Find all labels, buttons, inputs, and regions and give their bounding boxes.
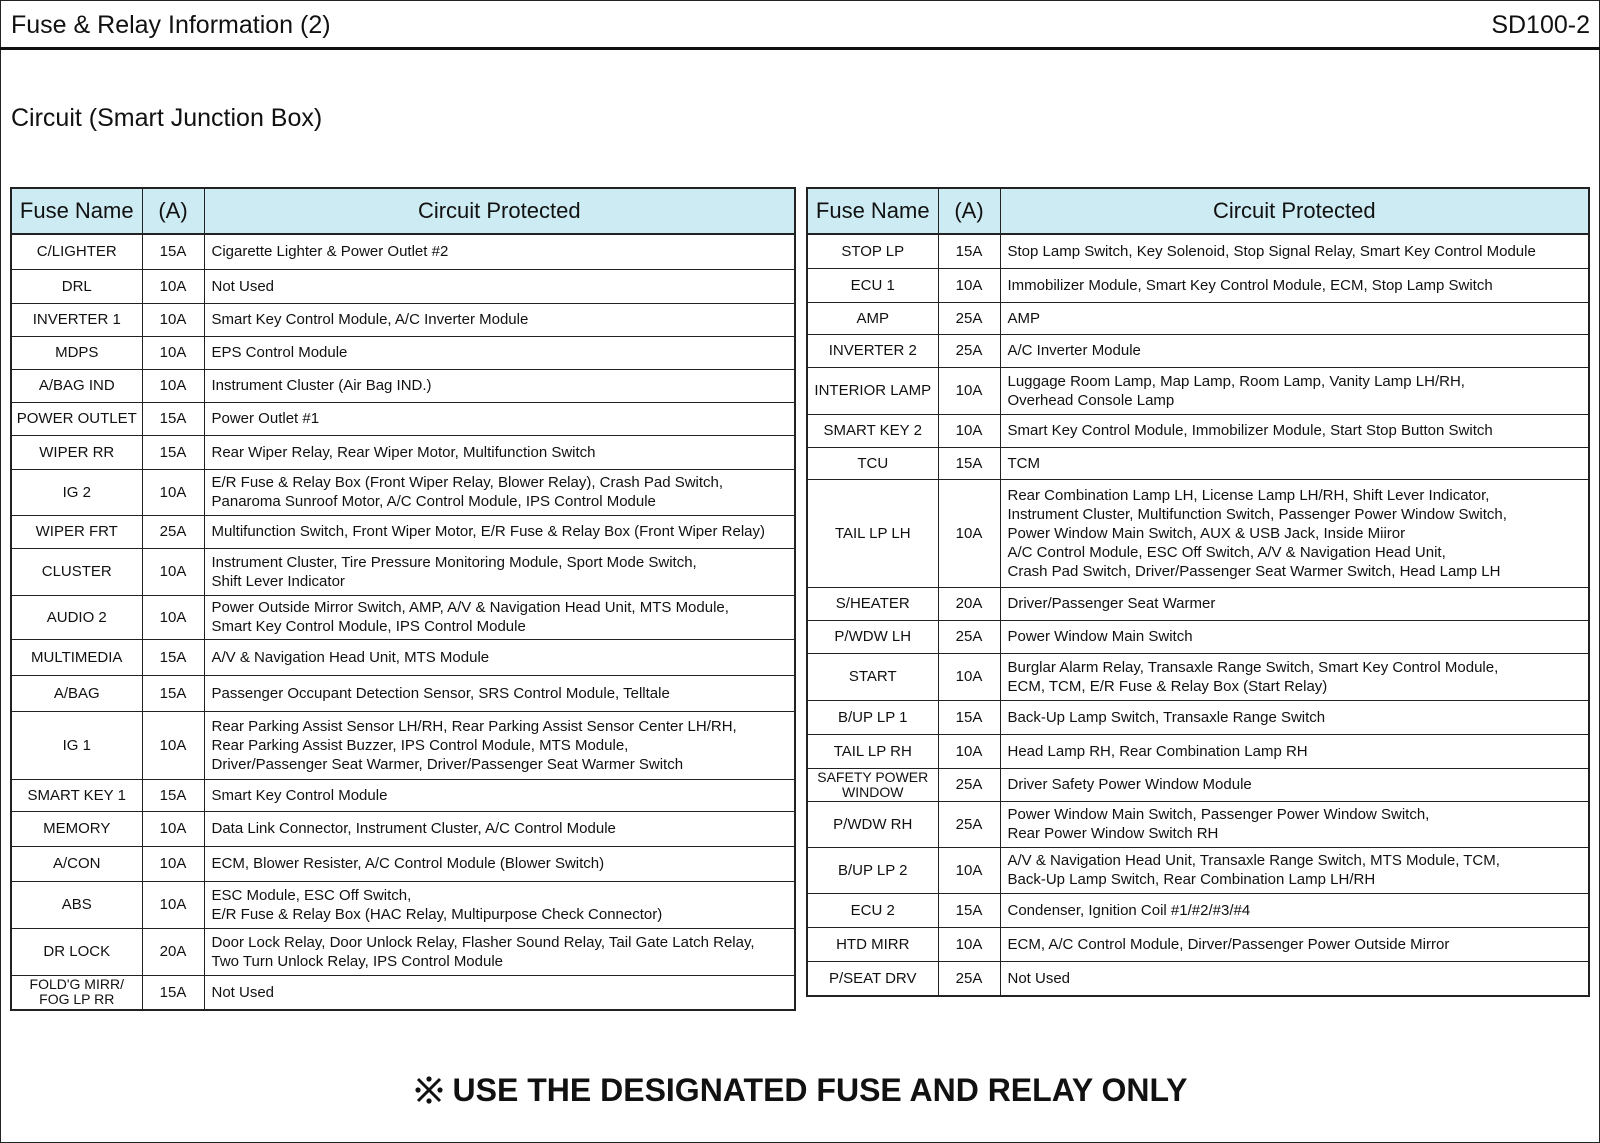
fuse-name-cell: ECU 2 [807, 893, 938, 927]
fuse-name-cell: B/UP LP 2 [807, 847, 938, 893]
table-row [807, 479, 1589, 587]
amps-cell: 10A [142, 811, 204, 846]
circuit-cell: Not Used [1000, 961, 1589, 996]
circuit-cell: Stop Lamp Switch, Key Solenoid, Stop Signal Relay, Smart Key Control Module [1000, 234, 1589, 268]
table-row [807, 653, 1589, 700]
circuit-cell: Passenger Occupant Detection Sensor, SRS Control Module, Telltale [204, 675, 795, 711]
circuit-cell: Instrument Cluster (Air Bag IND.) [204, 369, 795, 402]
amps-cell: 15A [938, 893, 1000, 927]
table-row [11, 336, 795, 369]
table-row [11, 639, 795, 675]
amps-cell: 25A [938, 768, 1000, 801]
circuit-cell: Smart Key Control Module, A/C Inverter Module [204, 303, 795, 336]
table-row [807, 414, 1589, 447]
table-row [11, 435, 795, 469]
table-header-row [11, 188, 795, 234]
fuse-name-cell: POWER OUTLET [11, 402, 142, 435]
amps-cell: 20A [142, 928, 204, 975]
fuse-name-cell: SMART KEY 2 [807, 414, 938, 447]
fuse-name-cell: TCU [807, 447, 938, 479]
fuse-name-cell: A/CON [11, 846, 142, 881]
fuse-name-cell: A/BAG [11, 675, 142, 711]
amps-cell: 25A [938, 620, 1000, 653]
circuit-header: Circuit Protected [1000, 188, 1589, 234]
page-header [0, 0, 1600, 50]
fuse-name-cell: AUDIO 2 [11, 595, 142, 639]
circuit-cell: Multifunction Switch, Front Wiper Motor, E/R Fuse & Relay Box (Front Wiper Relay) [204, 515, 795, 548]
fuse-name-cell: WIPER FRT [11, 515, 142, 548]
fuse-name-cell: DR LOCK [11, 928, 142, 975]
circuit-cell: Cigarette Lighter & Power Outlet #2 [204, 234, 795, 269]
fuse-name-cell: P/SEAT DRV [807, 961, 938, 996]
amps-cell: 15A [142, 675, 204, 711]
table-row [807, 302, 1589, 334]
amps-cell: 10A [938, 414, 1000, 447]
amps-cell: 15A [938, 234, 1000, 268]
amps-header: (A) [142, 188, 204, 234]
table-row [807, 961, 1589, 996]
circuit-cell: A/V & Navigation Head Unit, MTS Module [204, 639, 795, 675]
amps-cell: 10A [938, 653, 1000, 700]
fuse-name-header: Fuse Name [11, 188, 142, 234]
fuse-name-cell: STOP LP [807, 234, 938, 268]
circuit-cell: Back-Up Lamp Switch, Transaxle Range Switch [1000, 700, 1589, 734]
fuse-name-cell: P/WDW LH [807, 620, 938, 653]
table-row [807, 620, 1589, 653]
fuse-name-cell: ABS [11, 881, 142, 928]
amps-cell: 10A [142, 303, 204, 336]
amps-cell: 25A [142, 515, 204, 548]
fuse-name-cell: IG 2 [11, 469, 142, 515]
amps-cell: 10A [142, 336, 204, 369]
amps-cell: 15A [938, 700, 1000, 734]
table-row [807, 893, 1589, 927]
amps-cell: 25A [938, 302, 1000, 334]
amps-cell: 25A [938, 961, 1000, 996]
circuit-cell: Burglar Alarm Relay, Transaxle Range Switch, Smart Key Control Module, ECM, TCM, E/R Fuse & Relay Box (Start Relay) [1000, 653, 1589, 700]
circuit-cell: A/V & Navigation Head Unit, Transaxle Range Switch, MTS Module, TCM, Back-Up Lamp Switch, Rear Combination Lamp LH/RH [1000, 847, 1589, 893]
fuse-name-cell: AMP [807, 302, 938, 334]
circuit-cell: Data Link Connector, Instrument Cluster, A/C Control Module [204, 811, 795, 846]
circuit-cell: AMP [1000, 302, 1589, 334]
amps-cell: 10A [938, 479, 1000, 587]
amps-cell: 25A [938, 334, 1000, 367]
fuse-name-cell: INVERTER 1 [11, 303, 142, 336]
table-row [807, 367, 1589, 414]
table-row [11, 303, 795, 336]
page-title: Fuse & Relay Information (2) [11, 11, 331, 39]
amps-cell: 10A [938, 734, 1000, 768]
amps-cell: 10A [142, 595, 204, 639]
table-row [807, 734, 1589, 768]
circuit-cell: Condenser, Ignition Coil #1/#2/#3/#4 [1000, 893, 1589, 927]
table-row [11, 469, 795, 515]
document-code: SD100-2 [1491, 11, 1590, 39]
circuit-cell: Instrument Cluster, Tire Pressure Monitoring Module, Sport Mode Switch, Shift Lever Indicator [204, 548, 795, 595]
circuit-cell: ECM, A/C Control Module, Dirver/Passenger Power Outside Mirror [1000, 927, 1589, 961]
fuse-name-cell: B/UP LP 1 [807, 700, 938, 734]
circuit-cell: Power Window Main Switch [1000, 620, 1589, 653]
amps-cell: 10A [142, 711, 204, 779]
circuit-cell: Smart Key Control Module, Immobilizer Module, Start Stop Button Switch [1000, 414, 1589, 447]
fuse-name-cell: TAIL LP LH [807, 479, 938, 587]
amps-cell: 10A [142, 881, 204, 928]
notice-text: USE THE DESIGNATED FUSE AND RELAY ONLY [452, 1072, 1188, 1108]
fuse-name-cell: MEMORY [11, 811, 142, 846]
circuit-cell: Luggage Room Lamp, Map Lamp, Room Lamp, Vanity Lamp LH/RH, Overhead Console Lamp [1000, 367, 1589, 414]
table-row [11, 369, 795, 402]
circuit-cell: Not Used [204, 269, 795, 303]
table-row [11, 402, 795, 435]
fuse-name-cell: HTD MIRR [807, 927, 938, 961]
circuit-cell: Immobilizer Module, Smart Key Control Module, ECM, Stop Lamp Switch [1000, 268, 1589, 302]
amps-cell: 15A [142, 975, 204, 1010]
table-row [807, 268, 1589, 302]
fuse-name-cell: SMART KEY 1 [11, 779, 142, 811]
table-row [807, 700, 1589, 734]
circuit-cell: TCM [1000, 447, 1589, 479]
table-row [11, 515, 795, 548]
fuse-name-cell: TAIL LP RH [807, 734, 938, 768]
circuit-cell: Power Outside Mirror Switch, AMP, A/V & Navigation Head Unit, MTS Module, Smart Key Control Module, IPS Control Module [204, 595, 795, 639]
table-row [11, 548, 795, 595]
fuse-table-left [10, 187, 796, 1011]
amps-cell: 10A [142, 369, 204, 402]
section-title: Circuit (Smart Junction Box) [11, 104, 323, 132]
table-row [11, 881, 795, 928]
table-row [11, 811, 795, 846]
table-row [11, 779, 795, 811]
circuit-cell: ECM, Blower Resister, A/C Control Module (Blower Switch) [204, 846, 795, 881]
amps-cell: 15A [938, 447, 1000, 479]
circuit-header: Circuit Protected [204, 188, 795, 234]
table-row [11, 595, 795, 639]
table-row [807, 801, 1589, 847]
table-row [807, 334, 1589, 367]
table-row [11, 975, 795, 1010]
amps-cell: 10A [938, 847, 1000, 893]
amps-cell: 10A [142, 548, 204, 595]
table-row [807, 768, 1589, 801]
amps-cell: 15A [142, 234, 204, 269]
circuit-cell: Power Outlet #1 [204, 402, 795, 435]
table-row [807, 234, 1589, 268]
fuse-name-cell: IG 1 [11, 711, 142, 779]
amps-cell: 15A [142, 435, 204, 469]
circuit-cell: Power Window Main Switch, Passenger Power Window Switch, Rear Power Window Switch RH [1000, 801, 1589, 847]
amps-cell: 10A [938, 927, 1000, 961]
amps-cell: 15A [142, 402, 204, 435]
table-row [807, 847, 1589, 893]
amps-cell: 15A [142, 779, 204, 811]
table-row [807, 447, 1589, 479]
circuit-cell: Driver Safety Power Window Module [1000, 768, 1589, 801]
amps-cell: 10A [938, 268, 1000, 302]
fuse-name-cell: SAFETY POWER WINDOW [807, 768, 938, 801]
fuse-name-cell: CLUSTER [11, 548, 142, 595]
amps-cell: 25A [938, 801, 1000, 847]
circuit-cell: EPS Control Module [204, 336, 795, 369]
fuse-name-cell: S/HEATER [807, 587, 938, 620]
amps-cell: 10A [142, 469, 204, 515]
circuit-cell: Rear Wiper Relay, Rear Wiper Motor, Multifunction Switch [204, 435, 795, 469]
circuit-cell: Door Lock Relay, Door Unlock Relay, Flasher Sound Relay, Tail Gate Latch Relay, Two Turn Unlock Relay, IPS Control Module [204, 928, 795, 975]
reference-mark-icon [413, 1074, 445, 1106]
amps-cell: 10A [142, 846, 204, 881]
table-row [11, 846, 795, 881]
amps-cell: 10A [142, 269, 204, 303]
circuit-cell: Head Lamp RH, Rear Combination Lamp RH [1000, 734, 1589, 768]
circuit-cell: Rear Combination Lamp LH, License Lamp LH/RH, Shift Lever Indicator, Instrument Cluster, Multifunction Switch, Passenger Power Window Switch, Power Window Main Switch, AUX & USB Jack, Inside Miiror A/C Control Module, ESC Off Switch, A/V & Navigation Head Unit, Crash Pad Switch, Driver/Passenger Seat Warmer Switch, Head Lamp LH [1000, 479, 1589, 587]
circuit-cell: Driver/Passenger Seat Warmer [1000, 587, 1589, 620]
fuse-name-header: Fuse Name [807, 188, 938, 234]
fuse-name-cell: ECU 1 [807, 268, 938, 302]
fuse-name-cell: FOLD'G MIRR/ FOG LP RR [11, 975, 142, 1010]
fuse-name-cell: INVERTER 2 [807, 334, 938, 367]
circuit-cell: E/R Fuse & Relay Box (Front Wiper Relay, Blower Relay), Crash Pad Switch, Panaroma Sunroof Motor, A/C Control Module, IPS Control Module [204, 469, 795, 515]
notice-banner [0, 1072, 1600, 1109]
fuse-name-cell: INTERIOR LAMP [807, 367, 938, 414]
amps-header: (A) [938, 188, 1000, 234]
table-row [807, 927, 1589, 961]
amps-cell: 15A [142, 639, 204, 675]
fuse-table-right [806, 187, 1590, 997]
amps-cell: 20A [938, 587, 1000, 620]
fuse-name-cell: MDPS [11, 336, 142, 369]
amps-cell: 10A [938, 367, 1000, 414]
fuse-name-cell: P/WDW RH [807, 801, 938, 847]
table-header-row [807, 188, 1589, 234]
table-row [11, 675, 795, 711]
fuse-name-cell: DRL [11, 269, 142, 303]
fuse-name-cell: A/BAG IND [11, 369, 142, 402]
table-row [11, 711, 795, 779]
fuse-name-cell: WIPER RR [11, 435, 142, 469]
circuit-cell: ESC Module, ESC Off Switch, E/R Fuse & Relay Box (HAC Relay, Multipurpose Check Connector) [204, 881, 795, 928]
circuit-cell: Smart Key Control Module [204, 779, 795, 811]
circuit-cell: Not Used [204, 975, 795, 1010]
table-row [11, 928, 795, 975]
circuit-cell: A/C Inverter Module [1000, 334, 1589, 367]
circuit-cell: Rear Parking Assist Sensor LH/RH, Rear Parking Assist Sensor Center LH/RH, Rear Parking Assist Buzzer, IPS Control Module, MTS Module, Driver/Passenger Seat Warmer, Driver/Passenger Seat Warmer Switch [204, 711, 795, 779]
fuse-name-cell: C/LIGHTER [11, 234, 142, 269]
table-row [11, 269, 795, 303]
table-row [807, 587, 1589, 620]
fuse-name-cell: MULTIMEDIA [11, 639, 142, 675]
table-row [11, 234, 795, 269]
fuse-name-cell: START [807, 653, 938, 700]
